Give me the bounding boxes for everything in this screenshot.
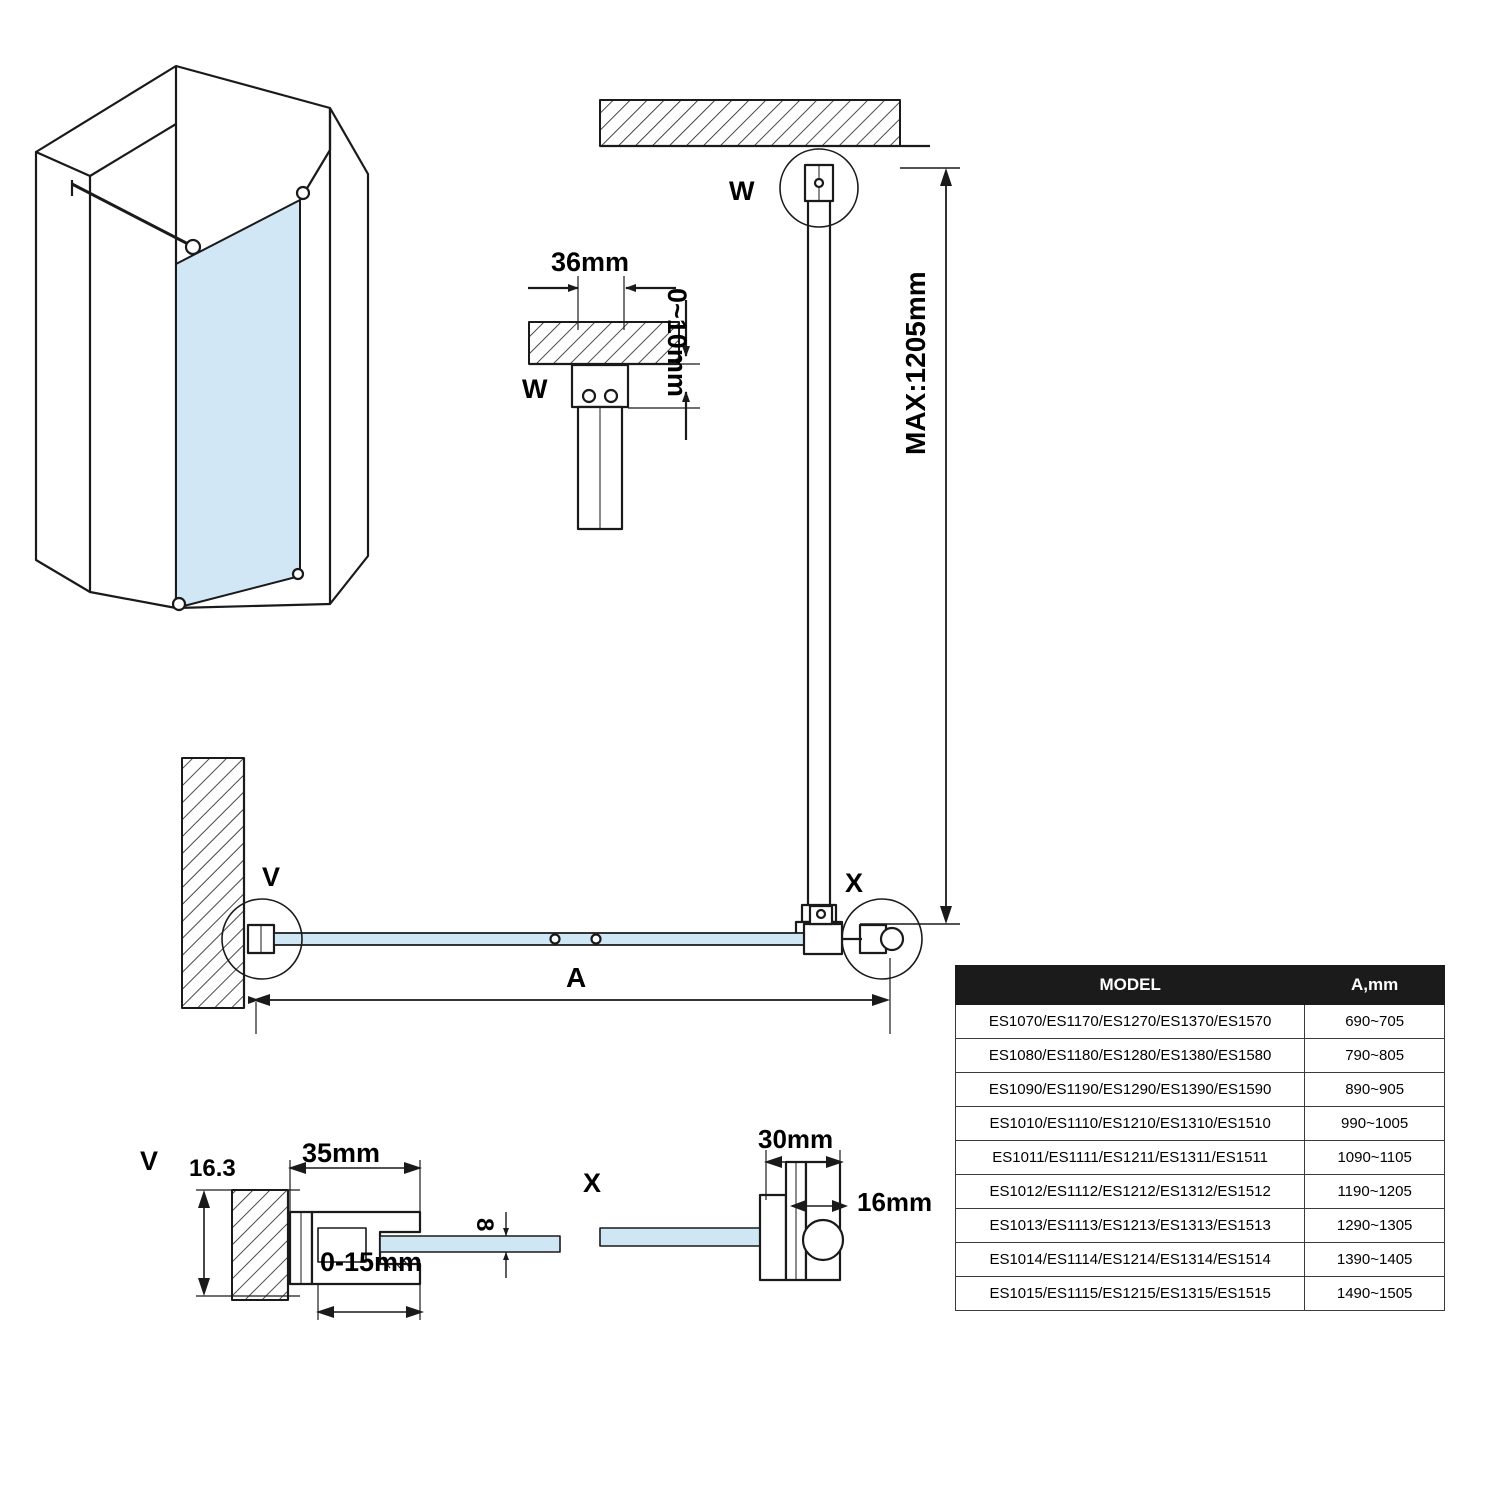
cell-model: ES1015/ES1115/ES1215/ES1315/ES1515	[956, 1277, 1305, 1311]
label-x-detail: X	[583, 1168, 602, 1198]
dim-35mm: 35mm	[302, 1138, 381, 1168]
label-v-plan: V	[262, 862, 281, 892]
table-row	[956, 1277, 1445, 1311]
table-row	[956, 1243, 1445, 1277]
cell-a: 1490~1505	[1305, 1277, 1445, 1311]
dim-glass-8: 8	[471, 1218, 498, 1232]
cell-a: 1390~1405	[1305, 1243, 1445, 1277]
label-w-top: W	[729, 176, 755, 206]
cell-model: ES1011/ES1111/ES1211/ES1311/ES1511	[956, 1141, 1305, 1175]
dim-max-height: MAX:1205mm	[900, 271, 931, 455]
table-header-row	[956, 966, 1445, 1005]
dim-0-15mm: 0-15mm	[320, 1247, 423, 1277]
cell-a: 890~905	[1305, 1073, 1445, 1107]
dim-30mm: 30mm	[758, 1124, 834, 1154]
cell-model: ES1013/ES1113/ES1213/ES1313/ES1513	[956, 1209, 1305, 1243]
dim-16mm: 16mm	[857, 1187, 933, 1217]
table-row	[956, 1073, 1445, 1107]
cell-a: 690~705	[1305, 1005, 1445, 1039]
table-row	[956, 1209, 1445, 1243]
cell-model: ES1014/ES1114/ES1214/ES1314/ES1514	[956, 1243, 1305, 1277]
cell-model: ES1010/ES1110/ES1210/ES1310/ES1510	[956, 1107, 1305, 1141]
dim-16-3: 16.3	[189, 1155, 236, 1182]
cell-model: ES1090/ES1190/ES1290/ES1390/ES1590	[956, 1073, 1305, 1107]
header-a-mm: A,mm	[1305, 966, 1445, 1005]
cell-model: ES1070/ES1170/ES1270/ES1370/ES1570	[956, 1005, 1305, 1039]
table-row	[956, 1005, 1445, 1039]
dim-0-10mm: 0~10mm	[662, 288, 692, 397]
cell-a: 1190~1205	[1305, 1175, 1445, 1209]
table-row	[956, 1039, 1445, 1073]
dim-36mm: 36mm	[551, 247, 630, 277]
label-v-detail: V	[140, 1146, 159, 1176]
dim-a: A	[566, 962, 587, 993]
table-row	[956, 1141, 1445, 1175]
cell-a: 990~1005	[1305, 1107, 1445, 1141]
label-x-plan: X	[845, 868, 864, 898]
table-row	[956, 1175, 1445, 1209]
cell-a: 1290~1305	[1305, 1209, 1445, 1243]
table-row	[956, 1107, 1445, 1141]
spec-table	[955, 965, 1445, 1311]
cell-model: ES1012/ES1112/ES1212/ES1312/ES1512	[956, 1175, 1305, 1209]
cell-a: 790~805	[1305, 1039, 1445, 1073]
cell-model: ES1080/ES1180/ES1280/ES1380/ES1580	[956, 1039, 1305, 1073]
header-model: MODEL	[956, 966, 1305, 1005]
label-w-detail: W	[522, 374, 548, 404]
cell-a: 1090~1105	[1305, 1141, 1445, 1175]
